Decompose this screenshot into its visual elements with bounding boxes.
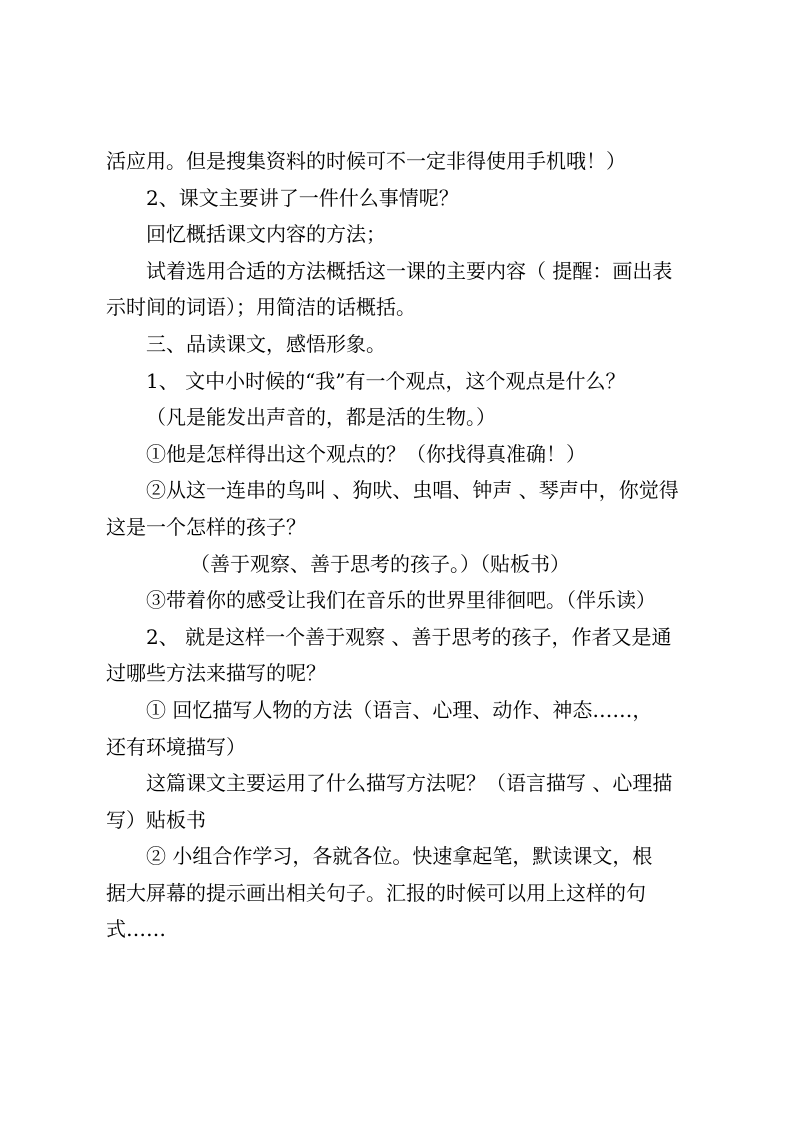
lesson-plan-text — [106, 143, 696, 948]
paragraph-line-1: 活应用。但是搜集资料的时候可不一定非得使用手机哦！） — [106, 149, 626, 173]
item-2-sub-1: ① 回忆描写人物的方法（语言、心理、动作、神态……， — [146, 697, 653, 722]
description-method-question: 这篇课文主要运用了什么描写方法呢？（语言描写 、心理描 — [146, 771, 673, 796]
item-1-answer: （凡是能发出声音的，都是活的生物。） — [146, 405, 496, 430]
item-2-sub-1-continuation: 还有环境描写） — [106, 734, 246, 759]
summary-method-line: 回忆概括课文内容的方法； — [146, 222, 386, 247]
summary-task-line: 试着选用合适的方法概括这一课的主要内容（ 提醒：画出表 — [146, 258, 673, 283]
item-2-sub-2-continuation: 据大屏幕的提示画出相关句子。汇报的时候可以用上这样的句 — [106, 880, 646, 905]
sub-item-2-answer: （善于观察、善于思考的孩子。）（贴板书） — [190, 551, 570, 576]
section-3-heading: 三、品读课文，感悟形象。 — [146, 331, 386, 356]
sub-item-2-continuation: 这是一个怎样的孩子？ — [106, 514, 306, 539]
description-method-continuation: 写）贴板书 — [106, 807, 206, 832]
sub-item-1: ①他是怎样得出这个观点的？（你找得真准确！） — [146, 441, 586, 466]
summary-task-continuation: 示时间的词语）；用简洁的话概括。 — [106, 295, 416, 320]
question-2-heading: 2、课文主要讲了一件什么事情呢？ — [146, 185, 459, 210]
item-2-sub-2: ② 小组合作学习，各就各位。快速拿起笔，默读课文，根 — [146, 844, 653, 869]
item-2-question-continuation: 过哪些方法来描写的呢？ — [106, 661, 326, 686]
item-1-question: 1、 文中小时候的“我”有一个观点，这个观点是什么？ — [146, 368, 626, 393]
item-2-question: 2、 就是这样一个善于观察 、善于思考的孩子，作者又是通 — [146, 624, 672, 649]
item-2-sub-2-ending: 式…… — [106, 917, 166, 942]
sub-item-2: ②从这一连串的鸟叫 、狗吠、虫唱、钟声 、琴声中，你觉得 — [146, 478, 679, 503]
sub-item-3: ③带着你的感受让我们在音乐的世界里徘徊吧。（伴乐读） — [146, 588, 656, 613]
